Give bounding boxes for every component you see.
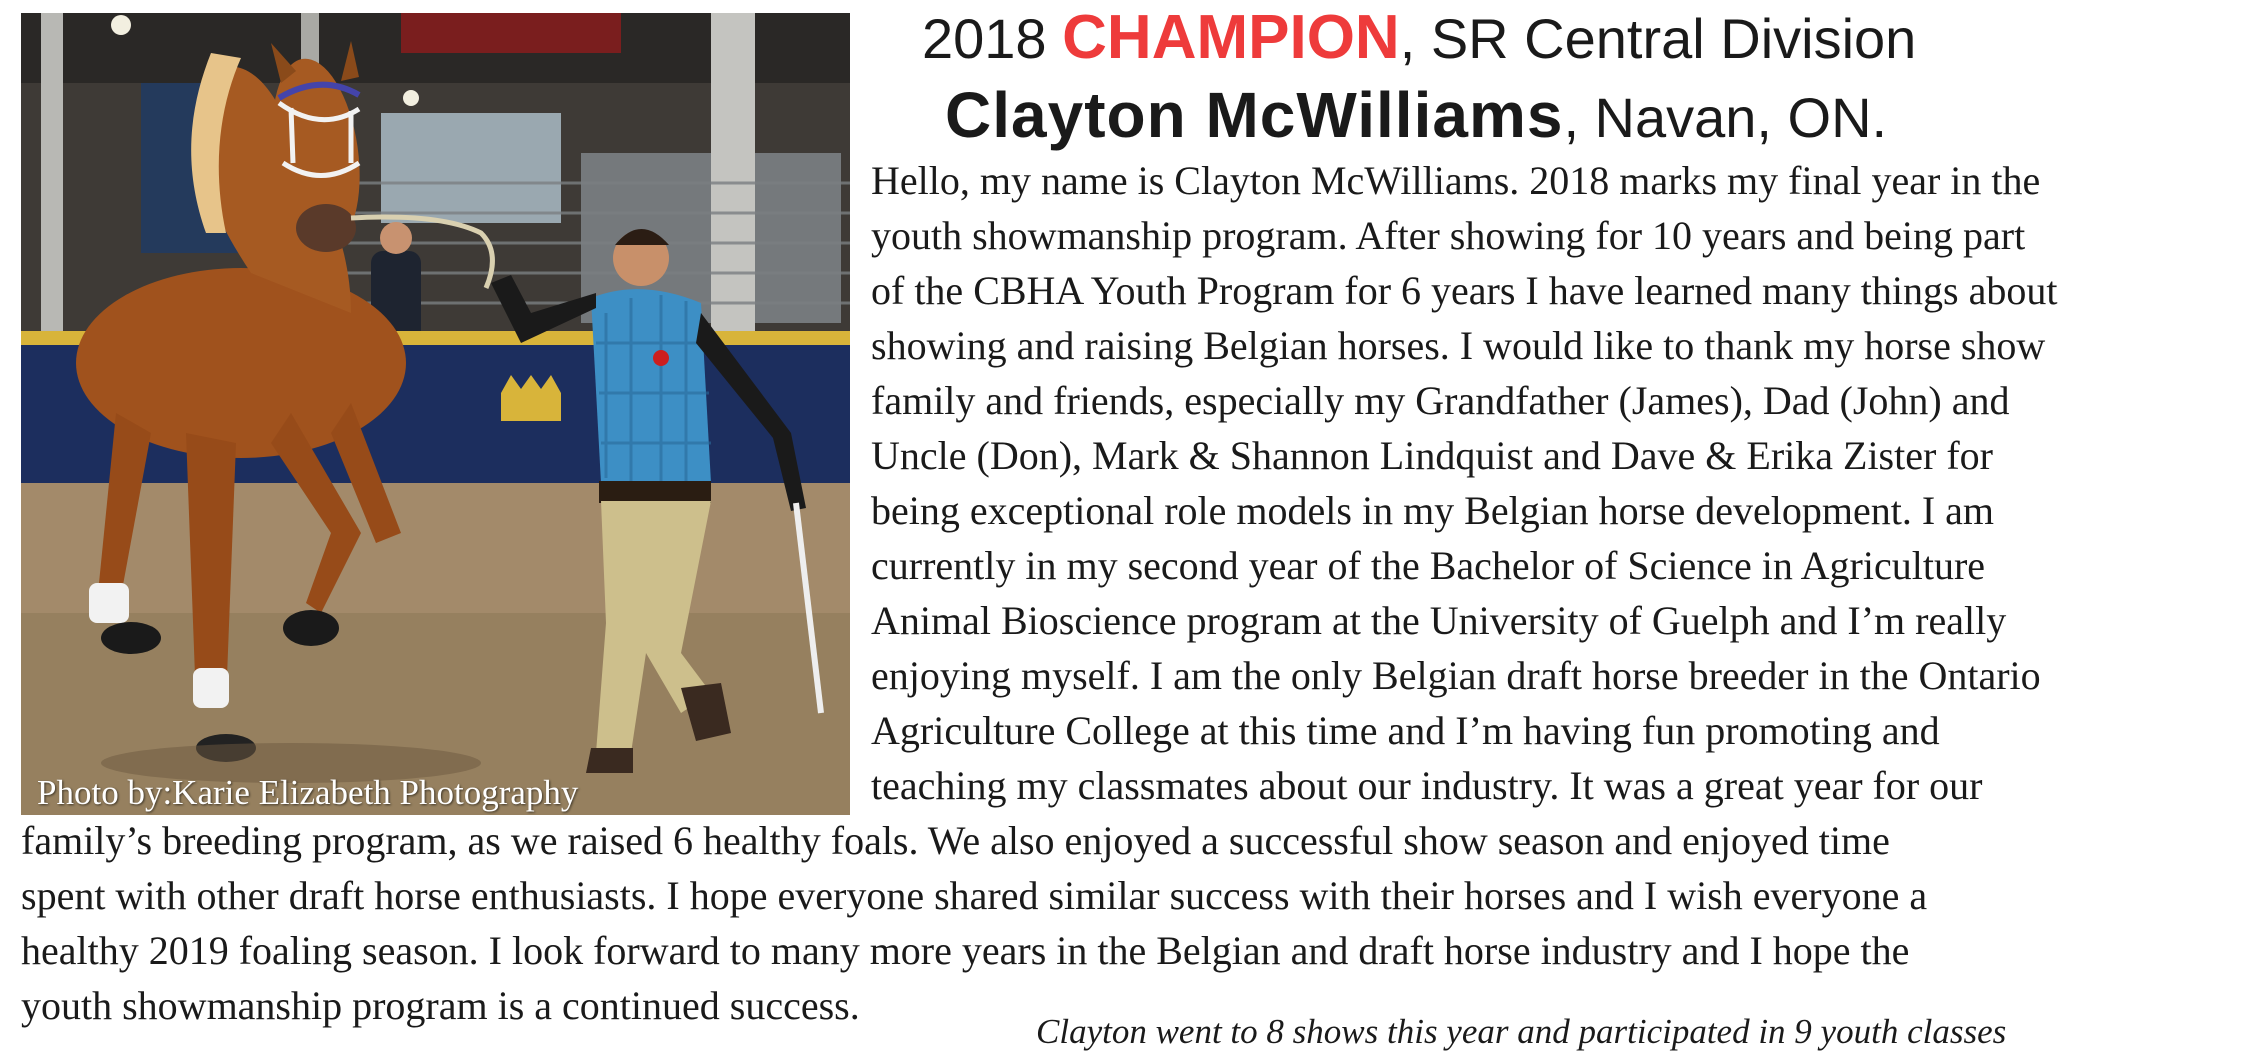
winner-location: , Navan, ON. <box>1563 86 1888 149</box>
horse-photo <box>21 13 850 815</box>
shows-caption: Clayton went to 8 shows this year and participated in 9 youth classes <box>1036 1012 2007 1051</box>
award-title: CHAMPION <box>1062 3 1400 72</box>
award-heading <box>922 2 1916 73</box>
article-line: spent with other draft horse enthusiasts. I hope everyone shared similar success with their horses and I wish everyone a <box>21 873 1928 918</box>
article-line: youth showmanship program. After showing for 10 years and being part <box>871 213 2026 258</box>
article-line: family’s breeding program, as we raised 6 healthy foals. We also enjoyed a successful show season and enjoyed time <box>21 818 1890 863</box>
article-line: showing and raising Belgian horses. I would like to thank my horse show <box>871 323 2046 368</box>
photo-credit: Photo by:Karie Elizabeth Photography <box>37 773 579 812</box>
article-line: Agriculture College at this time and I’m having fun promoting and <box>871 708 1940 753</box>
winner-heading <box>945 78 1887 152</box>
article-line: youth showmanship program is a continued success. <box>21 983 860 1028</box>
award-division: , SR Central Division <box>1399 7 1917 70</box>
award-year: 2018 <box>922 7 1047 70</box>
article-line: currently in my second year of the Bachelor of Science in Agriculture <box>871 543 1986 588</box>
article-line: Animal Bioscience program at the University of Guelph and I’m really <box>871 598 2007 643</box>
article-line: enjoying myself. I am the only Belgian draft horse breeder in the Ontario <box>871 653 2041 698</box>
article-line: Hello, my name is Clayton McWilliams. 2018 marks my final year in the <box>871 158 2041 203</box>
winner-name: Clayton McWilliams <box>945 79 1564 151</box>
photo-illustration <box>21 13 850 815</box>
article-line: family and friends, especially my Grandfather (James), Dad (John) and <box>871 378 2010 423</box>
article-line: teaching my classmates about our industry. It was a great year for our <box>871 763 1983 808</box>
article-line: Uncle (Don), Mark & Shannon Lindquist and Dave & Erika Zister for <box>871 433 1993 478</box>
article-line: of the CBHA Youth Program for 6 years I have learned many things about <box>871 268 2058 313</box>
article-line: being exceptional role models in my Belgian horse development. I am <box>871 488 1995 533</box>
article-line: healthy 2019 foaling season. I look forward to many more years in the Belgian and draft horse industry and I hope the <box>21 928 1910 973</box>
